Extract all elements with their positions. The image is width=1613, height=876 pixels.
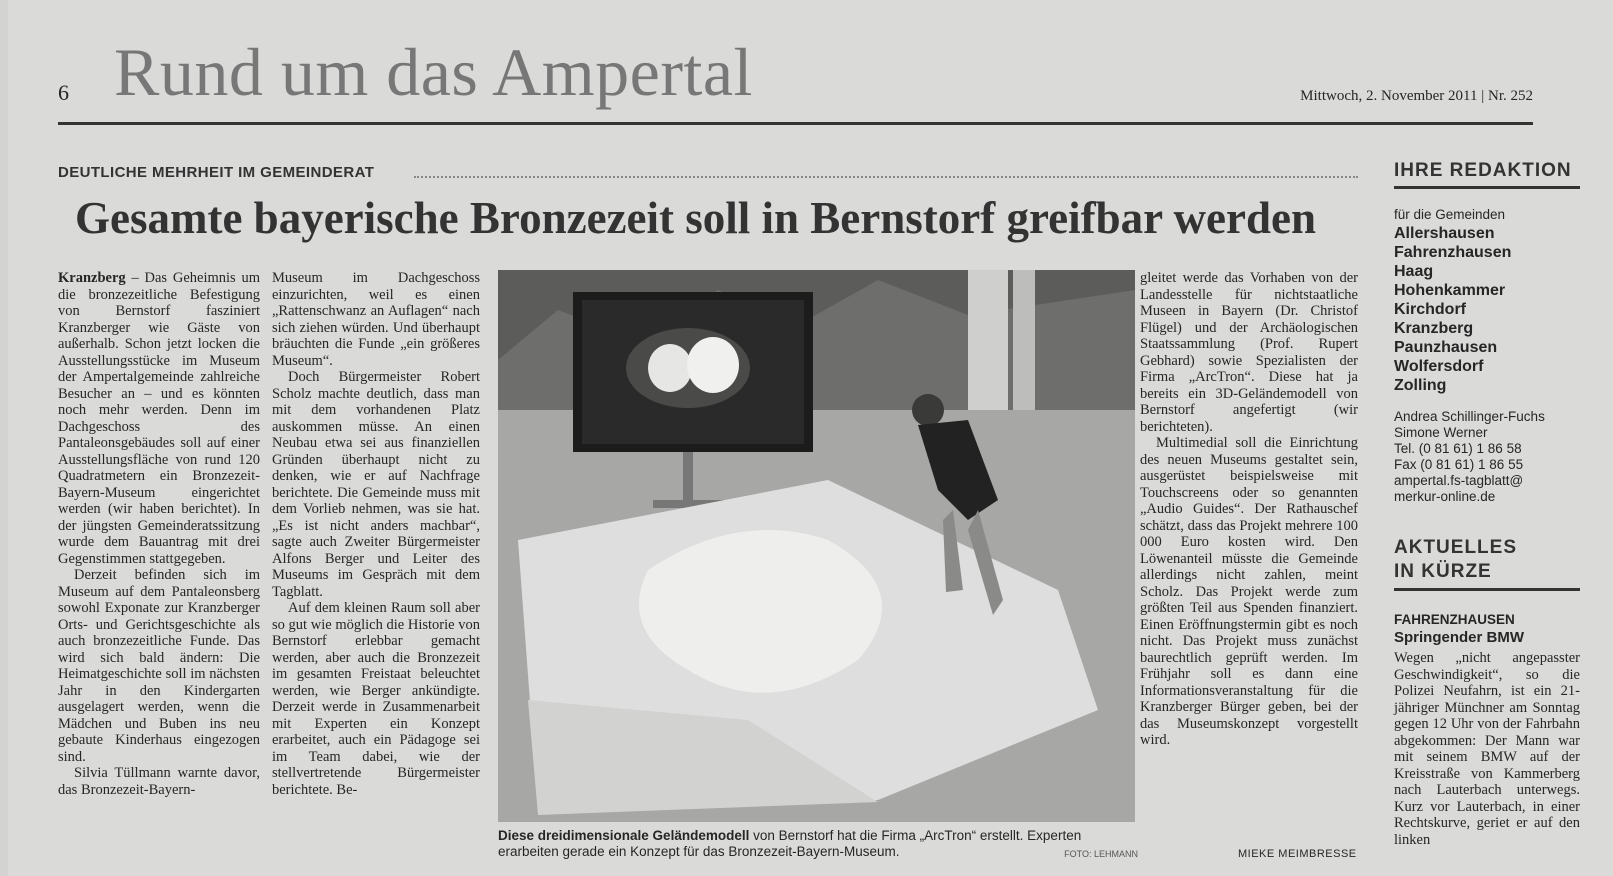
- article-author: MIEKE MEIMBRESSE: [1238, 848, 1357, 860]
- terrain-model-photo: [498, 270, 1135, 822]
- section-title: Rund um das Ampertal: [114, 34, 753, 110]
- caption-lead: Diese dreidimensionale Geländemodell: [498, 828, 750, 843]
- photo-credit: FOTO: LEHMANN: [1064, 849, 1138, 859]
- news-brief: [1394, 612, 1580, 848]
- brief-title: Springender BMW: [1394, 629, 1524, 646]
- photo-caption: [498, 828, 1138, 860]
- article-photo: [498, 270, 1135, 822]
- editor-name: Andrea Schillinger-Fuchs: [1394, 409, 1545, 424]
- brief-text: Wegen „nicht angepasster Geschwindigkeit“, so die Polizei Neufahrn, ist ein 21-jähriger Münchner am Sonntag gegen 12 Uhr von der Fahrbahn abgekommen: Der Mann war mit seinem BMW auf der Kreisstraße von Kammerberg nach Lauterbach unterwegs. Kurz vor Lauterbach, in einer Rechtskurve, geriet er auf den linken: [1394, 650, 1580, 848]
- issue-dateline: Mittwoch, 2. November 2011 | Nr. 252: [1300, 88, 1533, 104]
- contact-block: [1394, 409, 1580, 505]
- sidebar-heading: IHRE REDAKTION: [1394, 160, 1580, 189]
- sidebar-intro: für die Gemeinden: [1394, 207, 1506, 222]
- editorial-sidebar: [1394, 160, 1580, 505]
- news-brief-heading: AKTUELLES IN KÜRZE: [1394, 536, 1580, 591]
- article-paragraph: Derzeit befinden sich im Museum auf dem Pantaleonsberg sowohl Exponate zur Kranzberger Orts- und Gerichtsgeschichte als auch bronzezeitliche Funde. Das wird sich bald ändern: Die Heimatgeschichte soll im nächsten Jahr in den Kindergarten ausgelagert werden, wenn die Mädchen und Buben ins neu gebaute Kinderhaus eingezogen sind.: [58, 567, 260, 765]
- email-address-domain: merkur-online.de: [1394, 489, 1496, 504]
- town-item: Kirchdorf: [1394, 301, 1466, 318]
- article-paragraph: Kranzberg – Das Geheimnis um die bronzezeitliche Befestigung von Bernstorf fasziniert Kranzberger wie Gäste von außerhalb. Schon jetzt locken die Ausstellungsstücke im Museum der Ampertalgemeinde zahlreiche Besucher an – und es könnten noch mehr werden. Denn im Dachgeschoss des Pantaleonsgebäudes soll auf einer Ausstellungsfläche von rund 120 Quadratmetern ein Bronzezeit-Bayern-Museum eingerichtet werden (wir haben berichtet). In der jüngsten Gemeinderatssitzung wurde dem Bauantrag mit drei Gegenstimmen stattgegeben.: [58, 270, 260, 567]
- town-list: [1394, 224, 1580, 395]
- town-item: Wolfersdorf: [1394, 358, 1484, 375]
- article-column-2: [272, 270, 480, 798]
- article-kicker: DEUTLICHE MEHRHEIT IM GEMEINDERAT: [58, 164, 375, 181]
- article-paragraph: Museum im Dachgeschoss einzurichten, weil es einen „Rattenschwanz an Auflagen“ nach sich ziehen würden. Und überhaupt bräuchten die Funde „ein größeres Museum“.: [272, 270, 480, 369]
- caption-text: von Bernstorf hat die Firma „ArcTron“ erstellt. Experten erarbeiten gerade ein Konzept für das Bronzezeit-Bayern-Museum.: [498, 828, 1082, 859]
- phone-number: Tel. (0 81 61) 1 86 58: [1394, 441, 1522, 456]
- article-column-3: [1140, 270, 1358, 749]
- town-item: Allershausen: [1394, 225, 1495, 242]
- article-paragraph: gleitet werde das Vorhaben von der Landesstelle für nichtstaatliche Museen in Bayern (Dr. Christof Flügel) und der Archäologischen Staatssammlung (Prof. Rupert Gebhard) sowie Spezialisten der Firma „ArcTron“. Diese hat ja bereits ein 3D-Geländemodell von Bernstorf angefertigt (wir berichteten).: [1140, 270, 1358, 435]
- town-item: Hohenkammer: [1394, 282, 1506, 299]
- article-dateline: Kranzberg: [58, 270, 126, 286]
- email-address: ampertal.fs-tagblatt@: [1394, 473, 1524, 488]
- town-item: Kranzberg: [1394, 320, 1474, 337]
- article-paragraph: Multimedial soll die Einrichtung des neuen Museums gestaltet sein, ausgerüstet beispielsweise mit Touchscreens oder so genannten „Audio Guides“. Der Rathauschef schätzt, dass das Projekt mehrere 100 000 Euro kosten wird. Den Löwenanteil müsste die Gemeinde allerdings nicht zahlen, meint Scholz. Das Projekt werde zum größten Teil aus Spenden finanziert. Einen Eröffnungstermin gibt es noch nicht. Das Projekt muss zunächst baurechtlich geprüft werden. Im Frühjahr soll es dann eine Informationsveranstaltung für die Kranzberger Bürger geben, bei der das Museumskonzept vorgestellt wird.: [1140, 435, 1358, 748]
- town-item: Zolling: [1394, 377, 1447, 394]
- town-item: Haag: [1394, 263, 1434, 280]
- town-item: Fahrenzhausen: [1394, 244, 1512, 261]
- kicker-dotted-rule: [414, 176, 1358, 178]
- editor-name: Simone Werner: [1394, 425, 1488, 440]
- article-paragraph: Auf dem kleinen Raum soll aber so gut wie möglich die Historie von Bernstorf erlebbar gemacht werden, aber auch die Bronzezeit im gesamten Freistaat beleuchtet werden, wie Berger ankündigte. Derzeit werde in Zusammenarbeit mit Experten ein Konzept erarbeitet, auch ein Pädagoge sei im Team dabei, wie der stellvertretende Bürgermeister berichtete. Be-: [272, 600, 480, 798]
- article-column-1: [58, 270, 260, 798]
- article-paragraph: Silvia Tüllmann warnte davor, das Bronzezeit-Bayern-: [58, 765, 260, 798]
- brief-kicker: FAHRENZHAUSEN: [1394, 612, 1515, 627]
- town-item: Paunzhausen: [1394, 339, 1498, 356]
- article-paragraph: Doch Bürgermeister Robert Scholz machte deutlich, dass man mit dem vorhandenen Platz auskommen müsse. An einen Neubau etwa sei aus finanziellen Gründen überhaupt nicht zu denken, wie er auf Nachfrage berichtete. Die Gemeinde muss mit dem Vorlieb nehmen, was sie hat. „Es ist nicht anders machbar“, sagte auch Zweiter Bürgermeister Alfons Berger und Leiter des Museums im Gespräch mit dem Tagblatt.: [272, 369, 480, 600]
- fax-number: Fax (0 81 61) 1 86 55: [1394, 457, 1524, 472]
- header-rule: [58, 122, 1533, 125]
- article-headline: Gesamte bayerische Bronzezeit soll in Bernstorf greifbar werden: [75, 193, 1316, 243]
- page-number: 6: [58, 80, 69, 105]
